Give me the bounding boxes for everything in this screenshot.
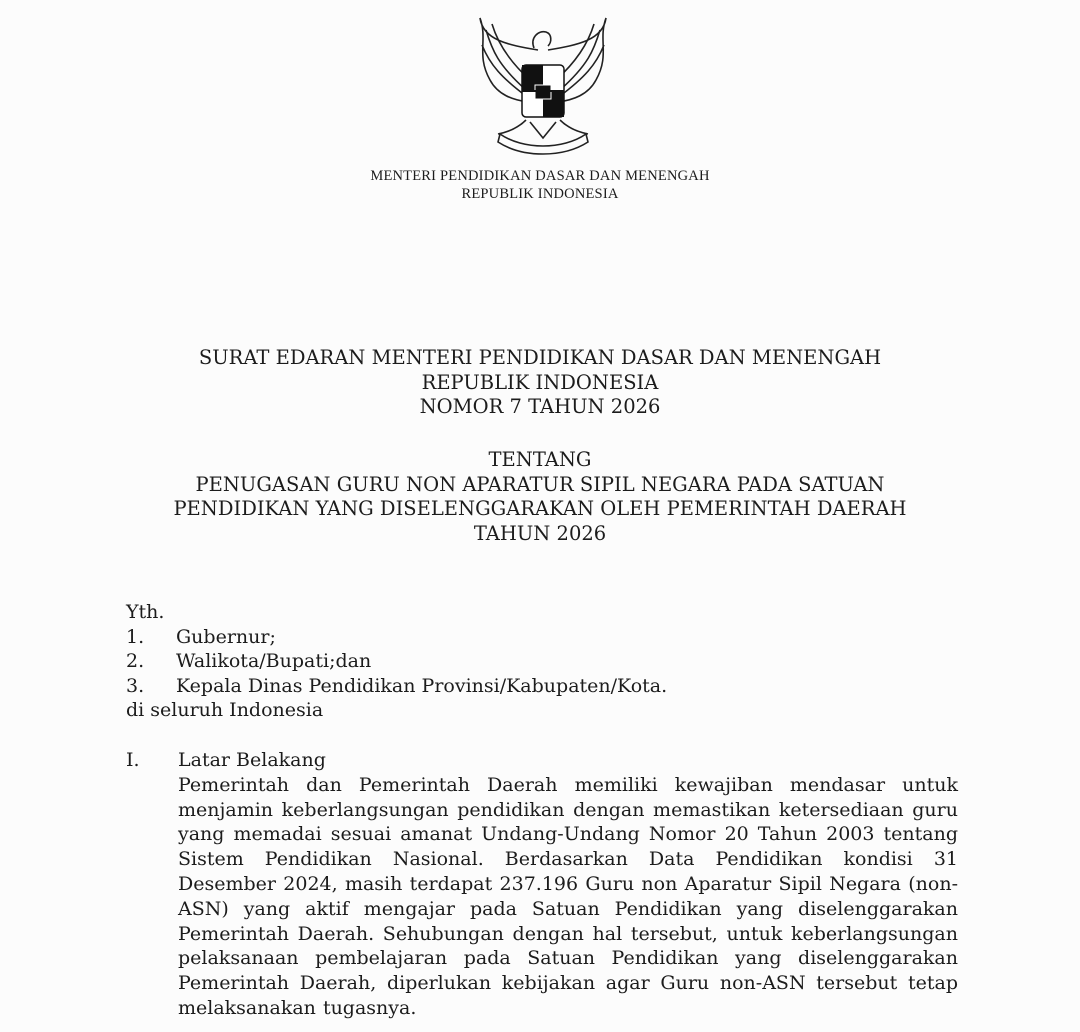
- list-text: Kepala Dinas Pendidikan Provinsi/Kabupaten/Kota.: [176, 674, 668, 697]
- section-background: [126, 748, 966, 1021]
- subject-line: PENUGASAN GURU NON APARATUR SIPIL NEGARA PADA SATUAN: [195, 472, 885, 496]
- salutation: Yth.: [126, 601, 165, 623]
- document-number: NOMOR 7 TAHUN 2026: [419, 395, 661, 418]
- title-line: REPUBLIK INDONESIA: [421, 370, 659, 394]
- list-item: [126, 625, 926, 650]
- title-line: SURAT EDARAN MENTERI PENDIDIKAN DASAR DAN MENENGAH: [198, 346, 882, 369]
- list-number: 1.: [126, 625, 145, 648]
- section-title: Latar Belakang: [178, 749, 326, 771]
- list-text: Walikota/Bupati;dan: [176, 650, 372, 672]
- section-heading: [126, 748, 966, 773]
- addressee-location: di seluruh Indonesia: [126, 699, 324, 721]
- ministry-country: REPUBLIK INDONESIA: [461, 186, 619, 202]
- ministry-name: MENTERI PENDIDIKAN DASAR DAN MENENGAH: [370, 168, 710, 184]
- list-item: [126, 649, 926, 674]
- subject-line: PENDIDIKAN YANG DISELENGGARAKAN OLEH PEMERINTAH DAERAH: [173, 497, 907, 520]
- subject-label: TENTANG: [488, 448, 592, 471]
- section-paragraph: Pemerintah dan Pemerintah Daerah memiliki kewajiban mendasar untuk menjamin keberlangsungan pendidikan dengan memastikan ketersediaan guru yang memadai sesuai amanat Undang-Undang Nomor 20 Tahun 2003 tentang Sistem Pendidikan Nasional. Berdasarkan Data Pendidikan kondisi 31 Desember 2024, masih terdapat 237.196 Guru non Aparatur Sipil Negara (non-ASN) yang aktif mengajar pada Satuan Pendidikan yang diselenggarakan Pemerintah Daerah. Sehubungan dengan hal tersebut, untuk keberlangsungan pelaksanaan pembelajaran pada Satuan Pendidikan yang diselenggarakan Pemerintah Daerah, diperlukan kebijakan agar Guru non-ASN tersebut tetap melaksanakan tugasnya.: [178, 773, 958, 1019]
- list-number: 3.: [126, 674, 145, 697]
- section-number: I.: [126, 749, 140, 771]
- document-title: [0, 346, 1080, 420]
- list-text: Gubernur;: [176, 625, 276, 648]
- garuda-pancasila-emblem-icon: [468, 10, 618, 160]
- document-subject: [0, 448, 1080, 546]
- list-number: 2.: [126, 650, 145, 672]
- subject-line: TAHUN 2026: [473, 521, 607, 545]
- addressee-block: [126, 600, 926, 723]
- list-item: [126, 674, 926, 699]
